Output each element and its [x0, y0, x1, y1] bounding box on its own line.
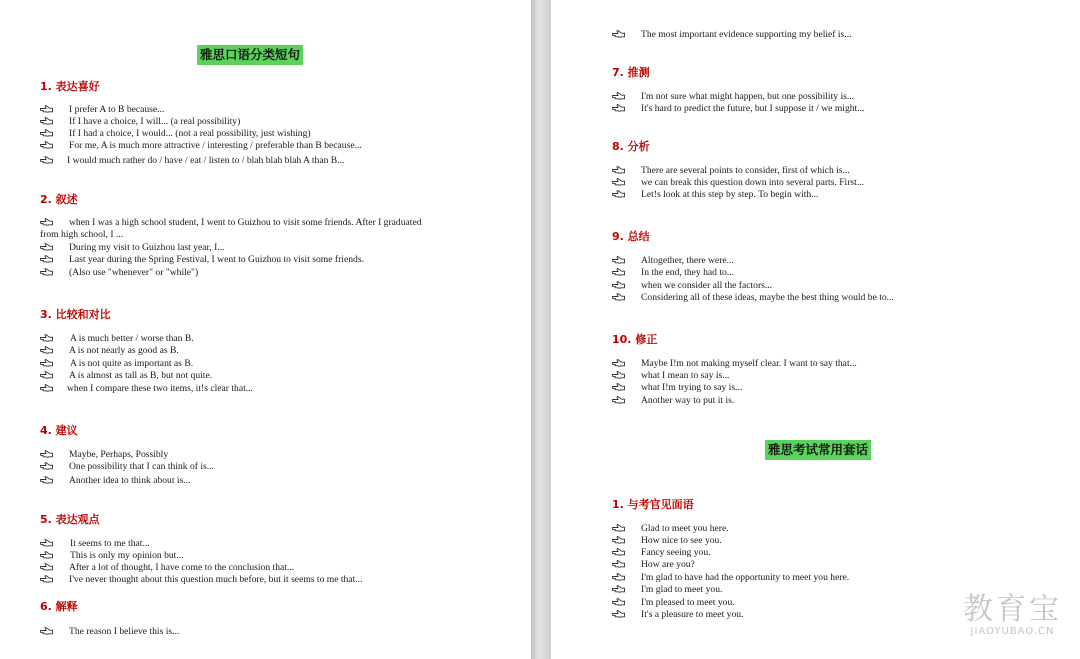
section-heading: 9. 总结	[612, 230, 650, 243]
pointing-hand-icon	[40, 384, 53, 392]
pointing-hand-icon	[612, 190, 625, 198]
list-item: Considering all of these ideas, maybe the best thing would be to...	[612, 292, 894, 304]
page-gutter	[531, 0, 551, 659]
pointing-hand-icon	[40, 141, 53, 149]
list-item: I'm pleased to meet you.	[612, 597, 735, 609]
list-item: we can break this question down into several parts. First...	[612, 177, 864, 189]
pointing-hand-icon	[40, 243, 53, 251]
left-page	[0, 0, 531, 659]
site-watermark	[963, 594, 1062, 637]
pointing-hand-icon	[612, 104, 625, 112]
list-item: what I!m trying to say is...	[612, 382, 742, 394]
pointing-hand-icon	[612, 30, 625, 38]
pointing-hand-icon	[612, 359, 625, 367]
pointing-hand-icon	[40, 462, 53, 470]
list-item: when I was a high school student, I went to Guizhou to visit some friends. After I graduated	[40, 217, 422, 229]
pointing-hand-icon	[40, 105, 53, 113]
pointing-hand-icon	[40, 129, 53, 137]
section-heading: 3. 比较和对比	[40, 308, 111, 321]
list-item: Altogether, there were...	[612, 255, 734, 267]
section-heading: 10. 修正	[612, 333, 658, 346]
list-item: For me, A is much more attractive / interesting / preferable than B because...	[40, 140, 362, 152]
list-item: Last year during the Spring Festival, I went to Guizhou to visit some friends.	[40, 254, 364, 266]
list-item: After a lot of thought, I have come to the conclusion that...	[40, 562, 294, 574]
list-item: I prefer A to B because...	[40, 104, 164, 116]
section-heading: 2. 叙述	[40, 193, 78, 206]
pointing-hand-icon	[612, 178, 625, 186]
list-item: Fancy seeing you.	[612, 547, 711, 559]
pointing-hand-icon	[612, 548, 625, 556]
pointing-hand-icon	[612, 268, 625, 276]
pointing-hand-icon	[40, 627, 53, 635]
list-item: It's hard to predict the future, but I suppose it / we might...	[612, 103, 864, 115]
right-page	[551, 0, 1080, 659]
pointing-hand-icon	[612, 293, 625, 301]
pointing-hand-icon	[612, 396, 625, 404]
list-item: A is almost as tall as B, but not quite.	[40, 370, 212, 382]
pointing-hand-icon	[40, 476, 53, 484]
pointing-hand-icon	[612, 281, 625, 289]
list-item: I'm not sure what might happen, but one possibility is...	[612, 91, 854, 103]
list-item: The reason I believe this is...	[40, 626, 179, 638]
list-item: A is not quite as important as B.	[40, 358, 193, 370]
pointing-hand-icon	[40, 563, 53, 571]
list-item: A is not nearly as good as B.	[40, 345, 179, 357]
list-item: During my visit to Guizhou last year, I...	[40, 242, 225, 254]
list-item: I'm glad to have had the opportunity to meet you here.	[612, 572, 849, 584]
pointing-hand-icon	[40, 346, 53, 354]
pointing-hand-icon	[40, 450, 53, 458]
list-item: I'm glad to meet you.	[612, 584, 722, 596]
section-heading: 5. 表达观点	[40, 513, 100, 526]
list-item: It's a pleasure to meet you.	[612, 609, 743, 621]
watermark-logo-text: 教育宝	[963, 592, 1062, 627]
list-item: In the end, they had to...	[612, 267, 734, 279]
pointing-hand-icon	[612, 166, 625, 174]
pointing-hand-icon	[612, 256, 625, 264]
pointing-hand-icon	[612, 383, 625, 391]
list-item: Glad to meet you here.	[612, 523, 729, 535]
list-item: If I have a choice, I will... (a real possibility)	[40, 116, 240, 128]
list-item: This is only my opinion but...	[40, 550, 184, 562]
list-item: How are you?	[612, 559, 695, 571]
pointing-hand-icon	[612, 573, 625, 581]
section-heading: 1. 与考官见面语	[612, 498, 694, 511]
pointing-hand-icon	[40, 539, 53, 547]
list-item: The most important evidence supporting my belief is...	[612, 29, 852, 41]
list-item: There are several points to consider, first of which is...	[612, 165, 850, 177]
list-item: If I had a choice, I would... (not a real possibility, just wishing)	[40, 128, 311, 140]
pointing-hand-icon	[40, 218, 53, 226]
section-heading: 4. 建议	[40, 424, 78, 437]
list-item: I've never thought about this question much before, but it seems to me that...	[40, 574, 362, 586]
pointing-hand-icon	[612, 92, 625, 100]
pointing-hand-icon	[612, 524, 625, 532]
list-item: How nice to see you.	[612, 535, 722, 547]
list-item: when I compare these two items, it!s clear that...	[40, 383, 253, 395]
list-item: Maybe I!m not making myself clear. I want to say that...	[612, 358, 857, 370]
pointing-hand-icon	[612, 371, 625, 379]
pointing-hand-icon	[612, 610, 625, 618]
section-heading: 6. 解释	[40, 600, 78, 613]
list-item: Another way to put it is.	[612, 395, 734, 407]
list-item: Let!s look at this step by step. To begin with...	[612, 189, 818, 201]
list-item: (Also use "whenever" or "while")	[40, 267, 198, 279]
pointing-hand-icon	[40, 268, 53, 276]
pointing-hand-icon	[612, 536, 625, 544]
pointing-hand-icon	[612, 585, 625, 593]
list-item: what I mean to say is...	[612, 370, 729, 382]
pointing-hand-icon	[40, 371, 53, 379]
pointing-hand-icon	[40, 575, 53, 583]
section-heading: 8. 分析	[612, 140, 650, 153]
pointing-hand-icon	[40, 255, 53, 263]
pointing-hand-icon	[612, 598, 625, 606]
list-item: It seems to me that...	[40, 538, 150, 550]
page-title: 雅思口语分类短句	[197, 45, 303, 65]
pointing-hand-icon	[612, 560, 625, 568]
section-heading: 7. 推测	[612, 66, 650, 79]
list-item: when we consider all the factors...	[612, 280, 772, 292]
list-item: Another idea to think about is...	[40, 475, 191, 487]
section-title: 雅思考试常用套话	[765, 440, 871, 460]
list-item-continuation: from high school, I ...	[40, 229, 124, 240]
list-item: One possibility that I can think of is...	[40, 461, 214, 473]
section-heading: 1. 表达喜好	[40, 80, 100, 93]
watermark-url: JIAOYUBAO.CN	[970, 626, 1055, 637]
pointing-hand-icon	[40, 334, 53, 342]
pointing-hand-icon	[40, 117, 53, 125]
pointing-hand-icon	[40, 359, 53, 367]
list-item: A is much better / worse than B.	[40, 333, 194, 345]
pointing-hand-icon	[40, 551, 53, 559]
list-item: I would much rather do / have / eat / listen to / blah blah blah A than B...	[40, 155, 344, 167]
pointing-hand-icon	[40, 156, 53, 164]
list-item: Maybe, Perhaps, Possibly	[40, 449, 168, 461]
